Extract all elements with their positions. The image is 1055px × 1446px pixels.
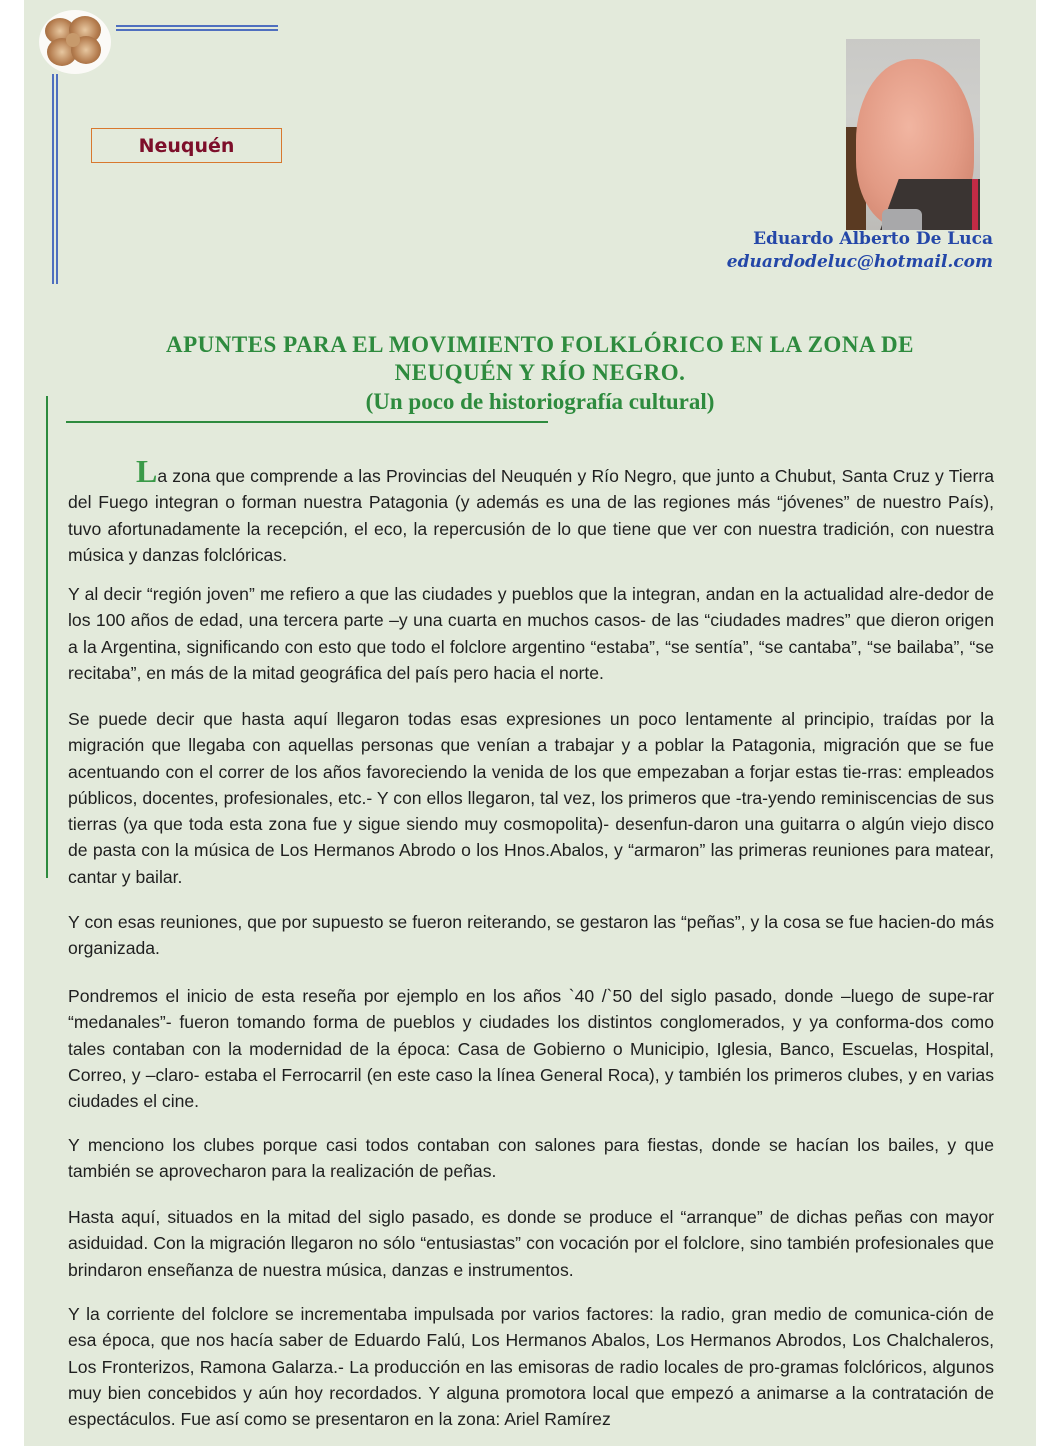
author-name: Eduardo Alberto De Luca [753,229,993,249]
paragraph-7: Hasta aquí, situados en la mitad del siglo pasado, es donde se produce el “arranque” de dichas peñas con mayor asiduidad. Con la migración llegaron no sólo “entusiastas” con vocación por el folclore, sino también profesionales que brindaron enseñanza de nuestra música, danzas e instrumentos. [68,1207,994,1280]
paragraph-1 [68,455,994,568]
author-photo [846,39,980,230]
paragraph-6: Y menciono los clubes porque casi todos contaban con salones para fiestas, donde se hacían los bailes, y que también se aprovecharon para la realización de peñas. [68,1135,994,1182]
article-title-line2: NEUQUÉN Y RÍO NEGRO. [394,360,686,385]
paragraph-text: a zona que comprende a las Provincias del Neuquén y Río Negro, que junto a Chubut, Santa Cruz y Tierra del Fuego integran o forman nuestra Patagonia (y además es una de las regiones más “jóvenes” de nuestro País), tuvo afortunadamente la recepción, el eco, la repercusión de lo que tiene que ver con nuestra tradición, con nuestra música y danzas folclóricas. [68,466,994,565]
paragraph-4: Y con esas reuniones, que por supuesto se fueron reiterando, se gestaron las “peñas”, y la cosa se fue hacien-do más organizada. [68,912,994,959]
drop-cap: L [136,453,158,489]
left-green-rule [46,396,48,878]
paragraph-3: Se puede decir que hasta aquí llegaron todas esas expresiones un poco lentamente al principio, traídas por la migración que llegaba con aquellas personas que venían a trabajar y a poblar la Patagonia, migración que se fue acentuando con el correr de los años favoreciendo la venida de los que empezaban a forjar estas tie-rras: empleados públicos, docentes, profesionales, etc.- Y con ellos llegaron, tal vez, los primeros que -tra-yendo reminiscencias de sus tierras (ya que toda esta zona fue y sigue siendo muy cosmopolita)- desenfun-daron una guitarra o algún viejo disco de pasta con la música de Los Hermanos Abrodo o los Hnos.Abalos, y “armaron” las primeras reuniones para matear, cantar y bailar. [68,709,994,887]
left-ornament-line [51,74,58,284]
title-divider [66,421,548,423]
flower-logo-icon [39,10,111,74]
paragraph-8: Y la corriente del folclore se incrementaba impulsada por varios factores: la radio, gran medio de comunica-ción de esa época, que nos hacía saber de Eduardo Falú, Los Hermanos Abalos, Los Hermanos Abrodos, Los Chalchaleros, Los Fronterizos, Ramona Galarza.- La producción en las emisoras de radio locales de pro-gramas folclóricos, algunos muy bien concebidos y aún hoy recordados. Y alguna promotora local que empezó a animarse a la contratación de espectáculos. Fue así como se presentaron en la zona: Ariel Ramírez [68,1304,994,1430]
paragraph-2: Y al decir “región joven” me refiero a que las ciudades y pueblos que la integran, andan en la actualidad alre-dedor de los 100 años de edad, una tercera parte –y una cuarta en muchos casos- de las “ciudades madres” que dieron origen a la Argentina, significando con esto que todo el folclore argentino “estaba”, “se sentía”, “se cantaba”, “se bailaba”, “se recitaba”, en más de la mitad geográfica del país pero hacia el norte. [68,584,994,683]
paragraph-5: Pondremos el inicio de esta reseña por ejemplo en los años `40 /`50 del siglo pasado, donde –luego de supe-rar “medanales”- fueron tomando forma de pueblos y ciudades los distintos conglomerados, y ya conforma-dos como tales contaban con la modernidad de la época: Casa de Gobierno o Municipio, Iglesia, Banco, Escuelas, Hospital, Correo, y –claro- estaba el Ferrocarril (en este caso la línea General Roca), y también los primeros clubes, y en varias ciudades el cine. [68,986,994,1112]
author-email: eduardodeluc@hotmail.com [726,252,993,272]
top-ornament-line [116,24,278,31]
article-title-line1: APUNTES PARA EL MOVIMIENTO FOLKLÓRICO EN LA ZONA DE [166,332,914,357]
section-label: Neuquén [91,128,282,163]
article-subtitle: (Un poco de historiografía cultural) [365,389,715,414]
